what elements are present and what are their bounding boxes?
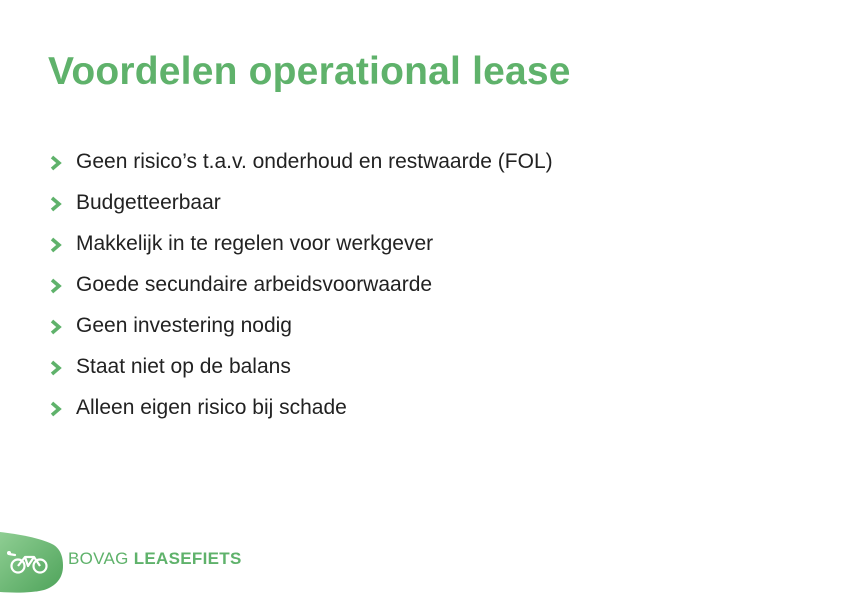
list-item <box>50 305 553 346</box>
bullet-text: Geen investering nodig <box>76 313 292 337</box>
chevron-right-icon <box>50 194 76 212</box>
bullet-list <box>50 141 553 428</box>
bullet-text: Geen risico’s t.a.v. onderhoud en restwaarde (FOL) <box>76 149 553 173</box>
brand-logo <box>0 526 260 596</box>
brand-name <box>68 549 242 569</box>
bullet-text: Alleen eigen risico bij schade <box>76 395 347 419</box>
chevron-right-icon <box>50 276 76 294</box>
list-item <box>50 264 553 305</box>
chevron-right-icon <box>50 317 76 335</box>
chevron-right-icon <box>50 358 76 376</box>
list-item <box>50 387 553 428</box>
bullet-text: Goede secundaire arbeidsvoorwaarde <box>76 272 433 296</box>
chevron-right-icon <box>50 399 76 417</box>
list-item <box>50 141 553 182</box>
bicycle-icon <box>6 546 54 576</box>
chevron-right-icon <box>50 153 76 171</box>
bullet-text: Budgetteerbaar <box>76 190 221 214</box>
brand-name-part-2: LEASEFIETS <box>133 549 242 568</box>
list-item <box>50 346 553 387</box>
bullet-text: Makkelijk in te regelen voor werkgever <box>76 231 434 255</box>
list-item <box>50 223 553 264</box>
brand-name-part-1: BOVAG <box>68 549 134 568</box>
list-item <box>50 182 553 223</box>
slide-title: Voordelen operational lease <box>48 50 571 93</box>
bullet-text: Staat niet op de balans <box>76 354 291 378</box>
chevron-right-icon <box>50 235 76 253</box>
